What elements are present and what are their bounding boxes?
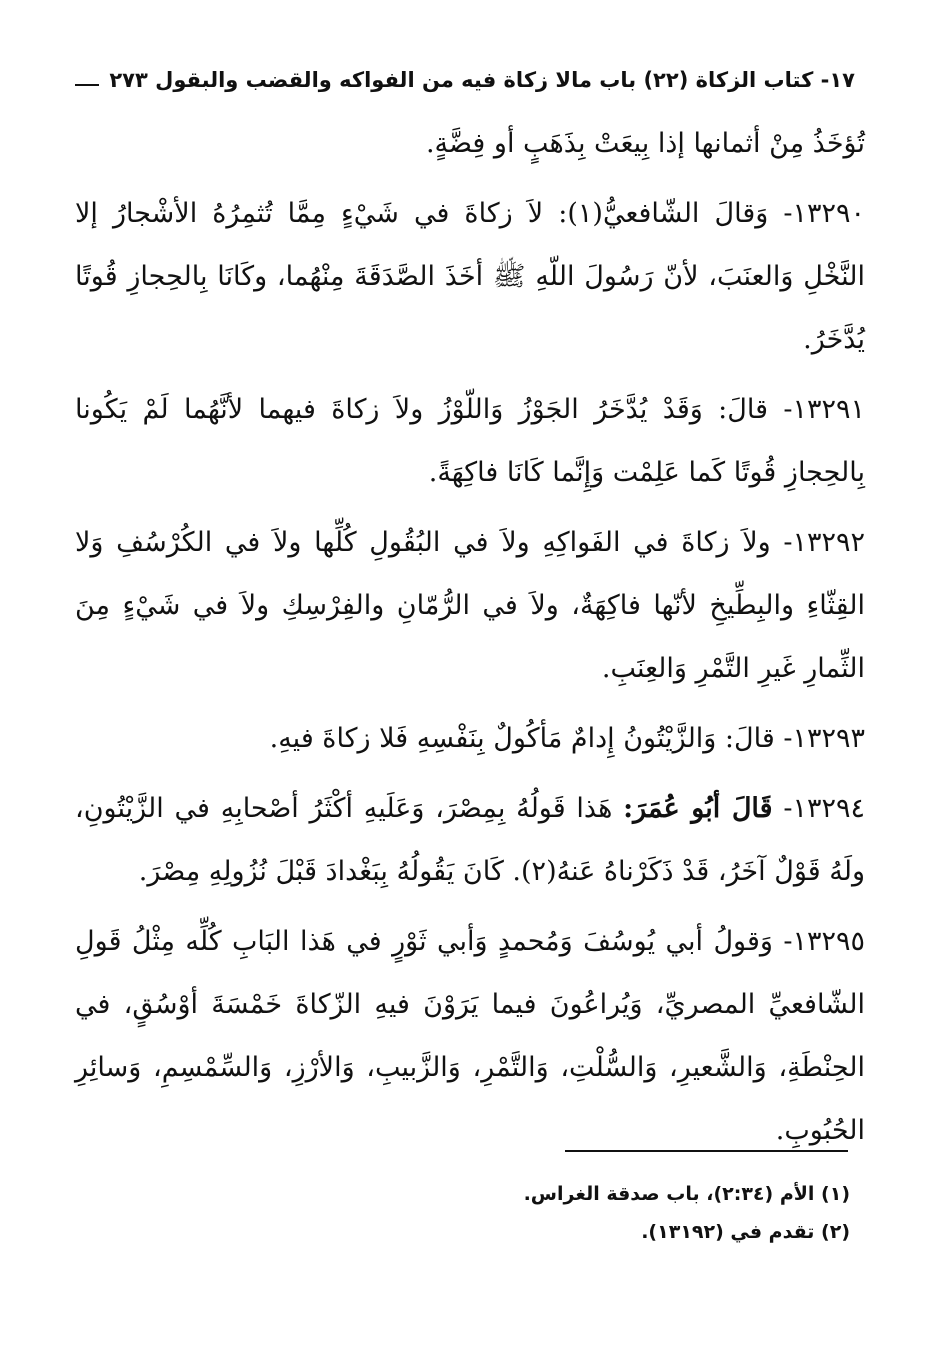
footnotes (420, 1175, 850, 1251)
paragraph-13291: ١٣٢٩١- قالَ: وَقَدْ يُدَّخَرُ الجَوْزُ وَاللّوْزُ ولاَ زكاةَ فيهما لأنَّهُما لَمْ يَكُونا بِالحِجازِ قُوتًا كَما عَلِمْت وَإِنَّما كَانَا فاكِهَةً. (75, 394, 865, 488)
footnote-1: (١) الأم (٢:٣٤)، باب صدقة الغراس. (523, 1183, 850, 1205)
paragraph-number: ١٣٢٩٤- (783, 793, 865, 824)
footnote-separator (565, 1150, 848, 1152)
footnote-2: (٢) تقدم في (١٣١٩٢). (641, 1221, 850, 1243)
header-rule (75, 84, 99, 86)
paragraph-body: هَذا قَولُهُ بِمِصْرَ، وَعَلَيهِ أكْثَرُ أصْحابِهِ في الزَّيْتُونِ، ولَهُ قَوْلٌ آخَرُ، قَدْ ذَكَرْناهُ عَنهُ(٢). كَانَ يَقُولُهُ بِبَغْدادَ قَبْلَ نُزُولِهِ مِصْرَ. (75, 793, 865, 887)
paragraph-13290: ١٣٢٩٠- وَقالَ الشّافعيُّ(١): لاَ زكاةَ في شَيْءٍ مِمَّا تُثمِرُهُ الأشْجارُ إلا النَّخْلِ وَالعنَبَ، لأنّ رَسُولَ اللّهِ ﷺ أخَذَ الصَّدَقَةَ مِنْهُما، وكَانَا بِالحِجازِ قُوتًا يُدَّخَرُ. (75, 198, 866, 355)
paragraph-13293: ١٣٢٩٣- قالَ: وَالزَّيْتُونُ إِدامٌ مَأكُولٌ بِنَفْسِهِ فَلا زكاةَ فيهِ. (269, 723, 865, 754)
main-text (75, 112, 865, 1169)
speaker-lead: قَالَ أبُو عُمَرَ: (623, 793, 773, 824)
paragraph-13295: ١٣٢٩٥- وَقولُ أبي يُوسُفَ وَمُحمدٍ وَأبي ثَوْرٍ في هَذا البَابِ كُلِّه مِثْلُ قَولِ الشّافعيِّ المصريِّ، وَيُراعُونَ فيما يَرَوْنَ فيهِ الزّكاةَ خَمْسَةَ أوْسُقٍ، في الحِنْطَةِ، وَالشَّعيرِ، وَالسُّلْتِ، وَالتَّمْرِ، وَالزَّبيبِ، وَالأرْزِ، وَالسِّمْسِمِ، وَسائِرِ الحُبُوبِ. (75, 926, 865, 1146)
paragraph-13294 (75, 777, 865, 903)
paragraph-continuation: تُؤخَذُ مِنْ أثمانها إذا بِيعَتْ بِذَهَبٍ أو فِضَّةٍ. (425, 128, 865, 159)
page-header (75, 52, 855, 92)
paragraph-13292: ١٣٢٩٢- ولاَ زكاةَ في الفَواكِهِ ولاَ في البُقُولِ كُلِّها ولاَ في الكُرْسُفِ وَلا القِثّاءِ والبِطِّيخِ لأنّها فاكِهَةٌ، ولاَ في الرُّمّانِ والفِرْسِكِ ولاَ في شَيْءٍ مِنَ الثِّمارِ غَيرِ التَّمْرِ وَالعِنَبِ. (75, 527, 865, 684)
running-header-title: ١٧- كتاب الزكاة (٢٢) باب مالا زكاة فيه من الفواكه والقضب والبقول ٢٧٣ (109, 68, 855, 92)
